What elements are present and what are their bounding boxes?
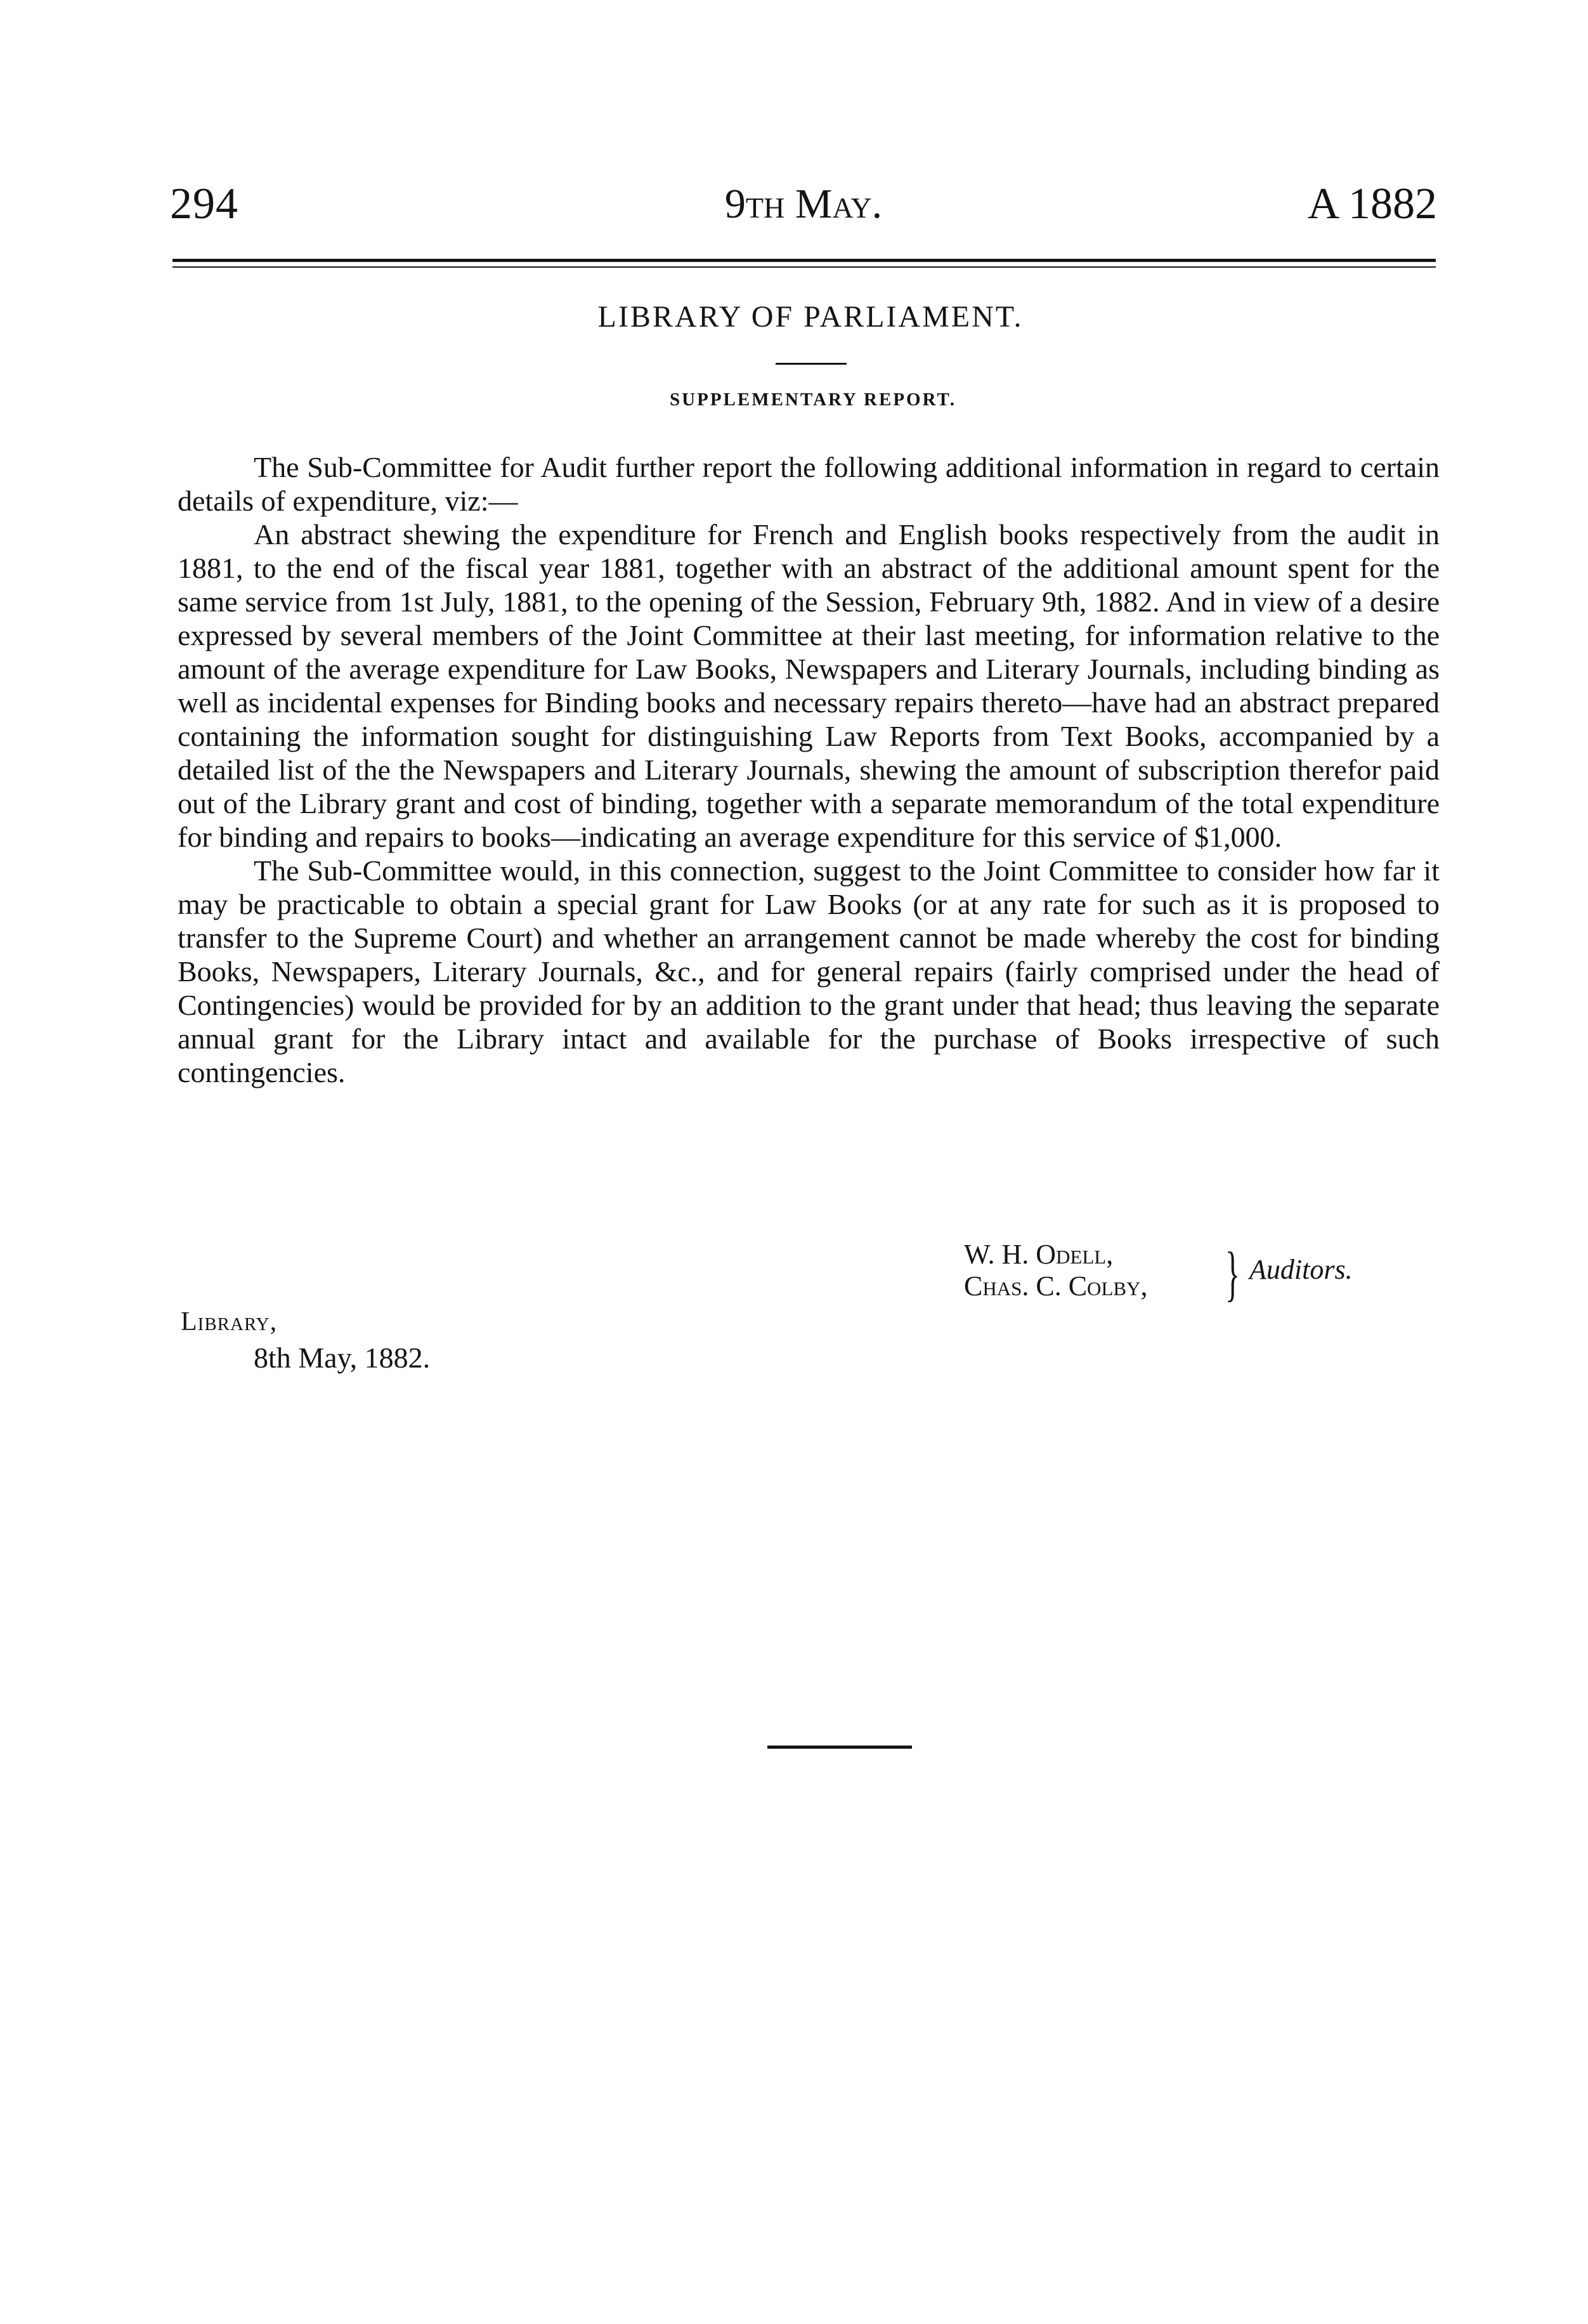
brace-glyph: } (1225, 1239, 1240, 1307)
section-subtitle: SUPPLEMENTARY REPORT. (670, 389, 956, 410)
running-head-date: 9th May. (724, 181, 883, 227)
end-rule (767, 1746, 912, 1749)
header-rule-thick (172, 259, 1436, 262)
paragraph-intro: The Sub-Committee for Audit further report the following additional information in regard to certain details of expenditure, viz:— (178, 451, 1440, 517)
closing-place: Library, (181, 1307, 278, 1336)
paragraph-abstract: An abstract shewing the expenditure for French and English books respectively from the audit in 1881, to the end of the fiscal year 1881, together with an abstract of the additional amount spent for the same service from 1st July, 1881, to the opening of the Session, February 9th, 1882. And in view of a desire expressed by several members of the Joint Committee at their last meeting, for information relative to the amount of the average expenditure for Law Books, Newspapers and Literary Journals, including binding as well as incidental expenses for Binding books and necessary repairs thereto—have had an abstract prepared containing the information sought for distinguishing Law Reports from Text Books, accompanied by a detailed list of the the Newspapers and Literary Journals, shewing the amount of subscription therefor paid out of the Library grant and cost of binding, together with a separate memorandum of the total expenditure for binding and repairs to books—indicating an average expenditure for this service of $1,000. (178, 518, 1440, 853)
running-head-year: A 1882 (1307, 180, 1437, 228)
header-rule-thin (172, 266, 1436, 268)
signature-block (964, 1238, 1446, 1321)
title-divider (776, 363, 847, 365)
signatory-name: Chas. C. Colby, (964, 1270, 1148, 1302)
report-body (178, 450, 1440, 1089)
signatory-name: W. H. Odell, (964, 1239, 1114, 1270)
running-head (170, 173, 1437, 236)
page-number: 294 (170, 180, 238, 228)
signatory-role: Auditors. (1249, 1254, 1353, 1285)
closing-date: 8th May, 1882. (254, 1342, 431, 1374)
section-title: LIBRARY OF PARLIAMENT. (597, 300, 1024, 334)
paragraph-suggestion: The Sub-Committee would, in this connection, suggest to the Joint Committee to consider how far it may be practicable to obtain a special grant for Law Books (or at any rate for such as it is proposed to transfer to the Supreme Court) and whether an arrangement cannot be made whereby the cost for binding Books, Newspapers, Literary Journals, &c., and for general repairs (fairly comprised under the head of Contingencies) would be provided for by an addition to the grant under that head; thus leaving the separate annual grant for the Library intact and available for the purchase of Books irrespective of such contingencies. (178, 854, 1440, 1088)
header-double-rule (172, 259, 1436, 268)
